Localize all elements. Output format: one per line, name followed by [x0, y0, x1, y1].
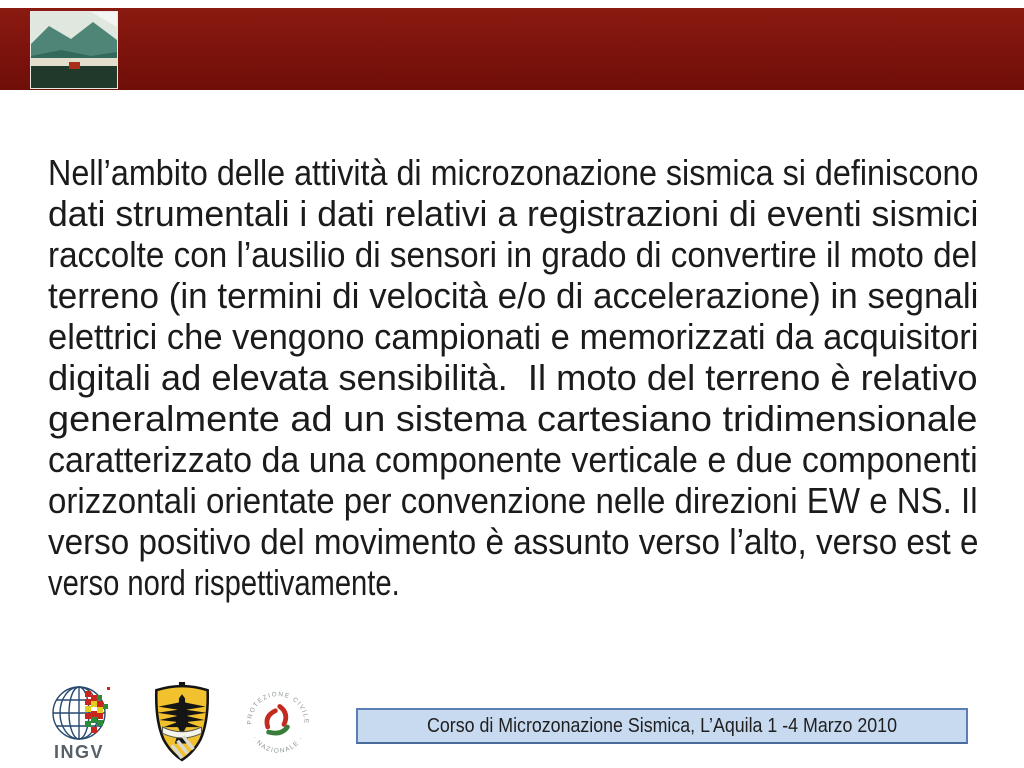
text-line-inner: caratterizzato da una componente verticale e due componenti — [48, 439, 978, 480]
text-line — [48, 562, 978, 603]
pc-ring-bottom-text: · NAZIONALE · — [251, 734, 305, 755]
pc-emblem — [267, 706, 288, 733]
text-line-inner: digitali ad elevata sensibilità. Il moto del terreno è relativo — [48, 357, 978, 398]
text-line — [48, 398, 978, 439]
text-line — [48, 357, 978, 398]
text-line — [48, 480, 978, 521]
text-line — [48, 275, 978, 316]
text-line — [48, 316, 978, 357]
ingv-wordmark: INGV — [53, 742, 105, 762]
text-line — [48, 234, 978, 275]
text-line-inner: verso positivo del movimento è assunto verso l’alto, verso est e — [48, 521, 979, 562]
banner-landscape-photo — [30, 11, 118, 89]
text-line-inner: Nell’ambito delle attività di microzonazione sismica si definiscono — [48, 152, 979, 193]
text-line — [48, 439, 978, 480]
text-line — [48, 152, 978, 193]
text-line-inner: raccolte con l’ausilio di sensori in grado di convertire il moto del — [48, 234, 978, 275]
text-line-inner: orizzontali orientate per convenzione nelle direzioni EW e NS. Il — [48, 480, 978, 521]
protezione-civile-logo — [242, 678, 314, 764]
svg-text:· NAZIONALE · — [251, 735, 305, 755]
header-banner — [0, 8, 1024, 90]
text-line-inner: dati strumentali i dati relativi a registrazioni di eventi sismici — [48, 193, 979, 234]
text-line-inner: verso nord rispettivamente. — [48, 562, 400, 603]
body-paragraph — [48, 152, 978, 603]
pc-ring-top-text: PROTEZIONE CIVILE — [246, 690, 310, 725]
text-line-inner: generalmente ad un sistema cartesiano tridimensionale — [48, 398, 978, 439]
footer-caption-bar — [356, 708, 968, 744]
text-line-inner: terreno (in termini di velocità e/o di accelerazione) in segnali — [48, 275, 979, 316]
footer-caption: Corso di Microzonazione Sismica, L’Aquila 1 -4 Marzo 2010 — [427, 714, 897, 737]
text-line — [48, 521, 978, 562]
text-line-inner: elettrici che vengono campionati e memorizzati da acquisitori — [48, 316, 979, 357]
university-laquila-crest-logo — [151, 682, 213, 762]
text-line — [48, 193, 978, 234]
ingv-logo — [50, 684, 116, 762]
